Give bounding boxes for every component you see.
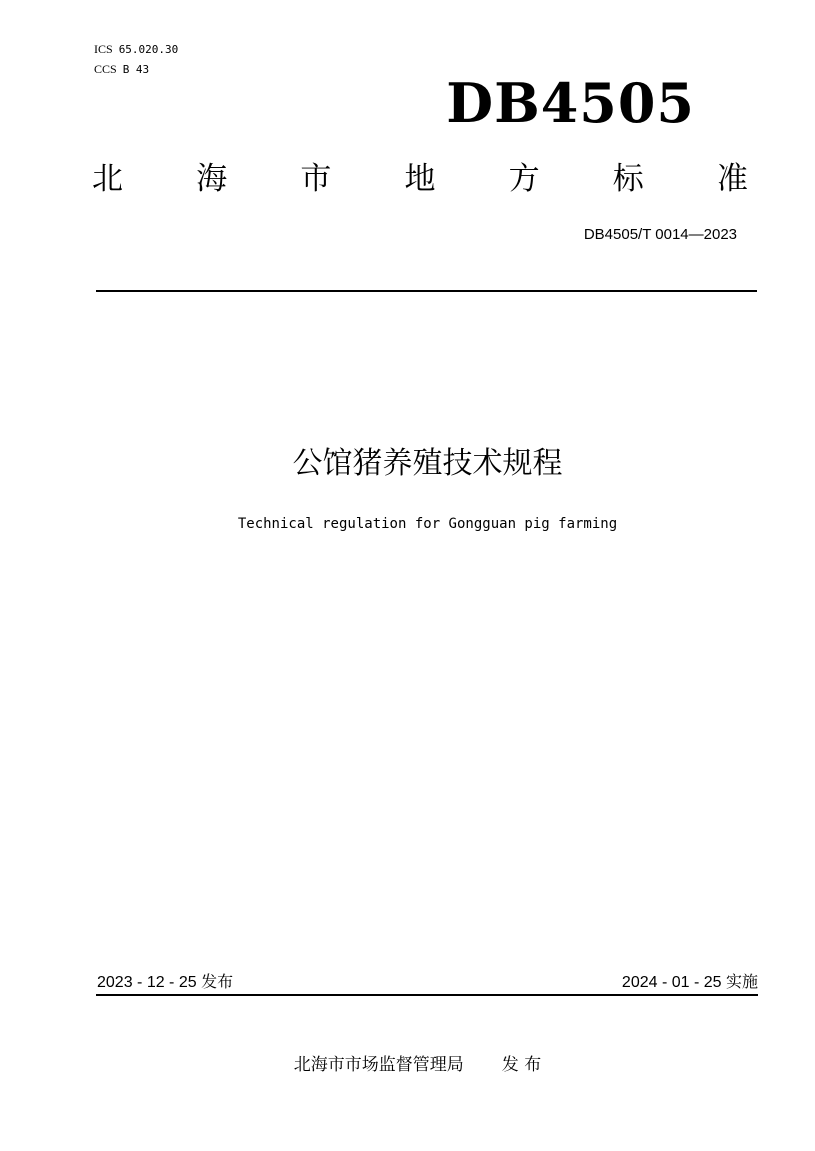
standard-type-char: 准 <box>716 161 748 197</box>
ccs-value: B 43 <box>122 63 150 76</box>
standard-type-char: 海 <box>196 161 228 197</box>
standard-number: DB4505/T 0014—2023 <box>583 226 737 243</box>
standard-type-char: 地 <box>404 161 436 197</box>
release-date: 2023 - 12 - 25 发布 <box>97 974 234 991</box>
ics-label: ICS <box>94 42 113 56</box>
issuer-action: 发 布 <box>501 1055 542 1075</box>
date-row <box>97 973 758 993</box>
standard-type <box>92 161 748 197</box>
ccs-code <box>94 62 149 77</box>
issuer <box>0 1054 815 1076</box>
standard-type-char: 标 <box>612 161 644 197</box>
document-title: 公馆猪养殖技术规程 <box>292 446 563 481</box>
implementation-date: 2024 - 01 - 25 实施 <box>621 974 758 991</box>
standard-type-char: 市 <box>300 161 332 197</box>
header-divider <box>96 290 757 292</box>
footer-divider <box>96 994 758 996</box>
standard-type-char: 北 <box>92 161 123 197</box>
ics-value: 65.020.30 <box>118 43 179 56</box>
issuer-name: 北海市市场监督管理局 <box>293 1055 464 1075</box>
ccs-label: CCS <box>94 62 117 76</box>
standard-type-char: 方 <box>508 161 540 197</box>
ics-code <box>94 42 178 57</box>
standard-mark: DB4505 <box>446 71 695 135</box>
document-title-english: Technical regulation for Gongguan pig farming <box>237 516 618 532</box>
